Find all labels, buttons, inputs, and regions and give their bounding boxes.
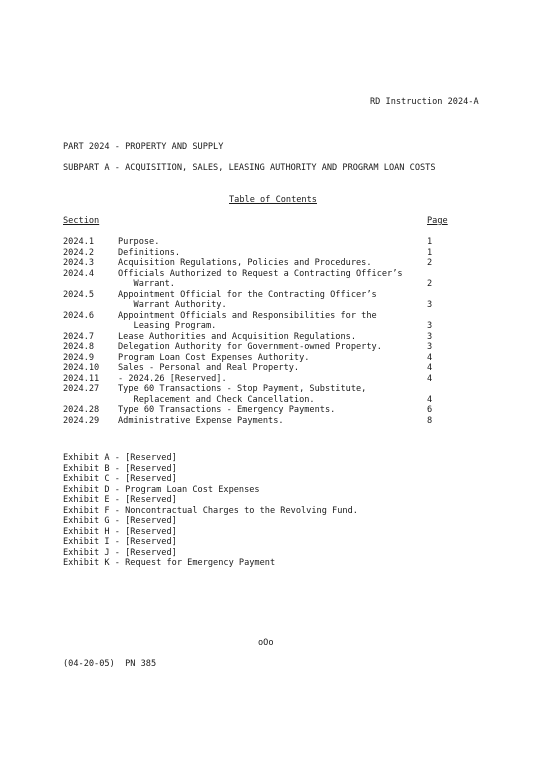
section-number: 2024.27 [63,384,100,394]
toc-row [63,332,463,343]
section-title: Acquisition Regulations, Policies and Procedures. [118,258,372,268]
exhibit-item: Exhibit C - [Reserved] [63,474,177,484]
section-title: Appointment Official for the Contracting Officer’s [118,289,377,300]
section-title: - 2024.26 [Reserved]. [118,373,227,384]
section-title: Warrant Authority. [118,300,227,310]
page-number: 2 [427,279,433,289]
exhibit-item: Exhibit I - [Reserved] [63,537,177,547]
page-number: 8 [427,415,433,426]
exhibit-item: Exhibit A - [Reserved] [63,453,177,463]
toc-row [63,416,463,427]
exhibit-item: Exhibit G - [Reserved] [63,516,177,526]
toc-row [63,363,463,374]
table-of-contents [63,237,463,426]
subpart-title: SUBPART A - ACQUISITION, SALES, LEASING AUTHORITY AND PROGRAM LOAN COSTS [63,163,436,173]
toc-row [63,342,463,353]
document-id-header: RD Instruction 2024-A [370,97,479,107]
page-number: 3 [427,331,433,342]
section-number: 2024.11 [63,373,100,384]
toc-row [63,353,463,364]
section-number: 2024.6 [63,310,95,321]
toc-row [63,269,463,280]
section-title: Lease Authorities and Acquisition Regulations. [118,331,356,342]
section-number: 2024.1 [63,237,95,247]
exhibit-item: Exhibit J - [Reserved] [63,547,177,558]
section-number: 2024.2 [63,247,95,258]
exhibit-item: Exhibit E - [Reserved] [63,495,177,505]
section-number: 2024.5 [63,289,95,300]
page-number: 4 [427,373,433,384]
section-title: Replacement and Check Cancellation. [118,394,315,405]
toc-row [63,300,463,311]
footer-date-pn: (04-20-05) PN 385 [63,659,157,669]
toc-row [63,321,463,332]
toc-row [63,311,463,322]
section-title: Program Loan Cost Expenses Authority. [118,352,310,363]
page-number: 3 [427,342,433,352]
page-number: 4 [427,394,433,405]
section-title: Sales - Personal and Real Property. [118,363,300,373]
section-title: Appointment Officials and Responsibilities for the [118,310,377,321]
exhibit-item: Exhibit H - [Reserved] [63,526,177,537]
section-title: Delegation Authority for Government-owned Property. [118,342,382,352]
exhibit-item: Exhibit K - Request for Emergency Payment [63,558,276,568]
section-title: Warrant. [118,279,175,289]
page-column-heading: Page [427,216,448,226]
section-number: 2024.8 [63,342,95,352]
section-title: Type 60 Transactions - Stop Payment, Substitute, [118,384,367,394]
toc-row [63,258,463,269]
section-title: Administrative Expense Payments. [118,415,284,426]
page-number: 2 [427,258,433,268]
section-number: 2024.7 [63,331,95,342]
toc-title: Table of Contents [229,195,317,205]
part-title: PART 2024 - PROPERTY AND SUPPLY [63,142,224,152]
toc-row [63,248,463,259]
end-mark: oOo [258,638,274,648]
toc-row [63,237,463,248]
section-number: 2024.4 [63,268,95,279]
toc-row [63,290,463,301]
section-title: Type 60 Transactions - Emergency Payments. [118,405,336,415]
section-title: Definitions. [118,247,181,258]
section-title: Purpose. [118,237,160,247]
section-number: 2024.29 [63,415,100,426]
section-number: 2024.9 [63,352,95,363]
section-title: Leasing Program. [118,321,217,331]
exhibit-list [63,453,358,569]
section-column-heading: Section [63,216,100,226]
page-number: 4 [427,352,433,363]
section-number: 2024.3 [63,258,95,268]
exhibit-item: Exhibit F - Noncontractual Charges to the Revolving Fund. [63,505,358,516]
page-number: 6 [427,405,433,415]
toc-row [63,384,463,395]
section-title: Officials Authorized to Request a Contracting Officer’s [118,268,403,279]
page-number: 1 [427,247,433,258]
exhibit-item: Exhibit D - Program Loan Cost Expenses [63,484,260,495]
toc-row [63,279,463,290]
toc-row [63,405,463,416]
toc-row [63,395,463,406]
page-number: 3 [427,300,433,310]
section-number: 2024.28 [63,405,100,415]
page-number: 3 [427,321,433,331]
exhibit-item: Exhibit B - [Reserved] [63,463,177,474]
page-number: 4 [427,363,433,373]
toc-row [63,374,463,385]
section-number: 2024.10 [63,363,100,373]
page-number: 1 [427,237,433,247]
